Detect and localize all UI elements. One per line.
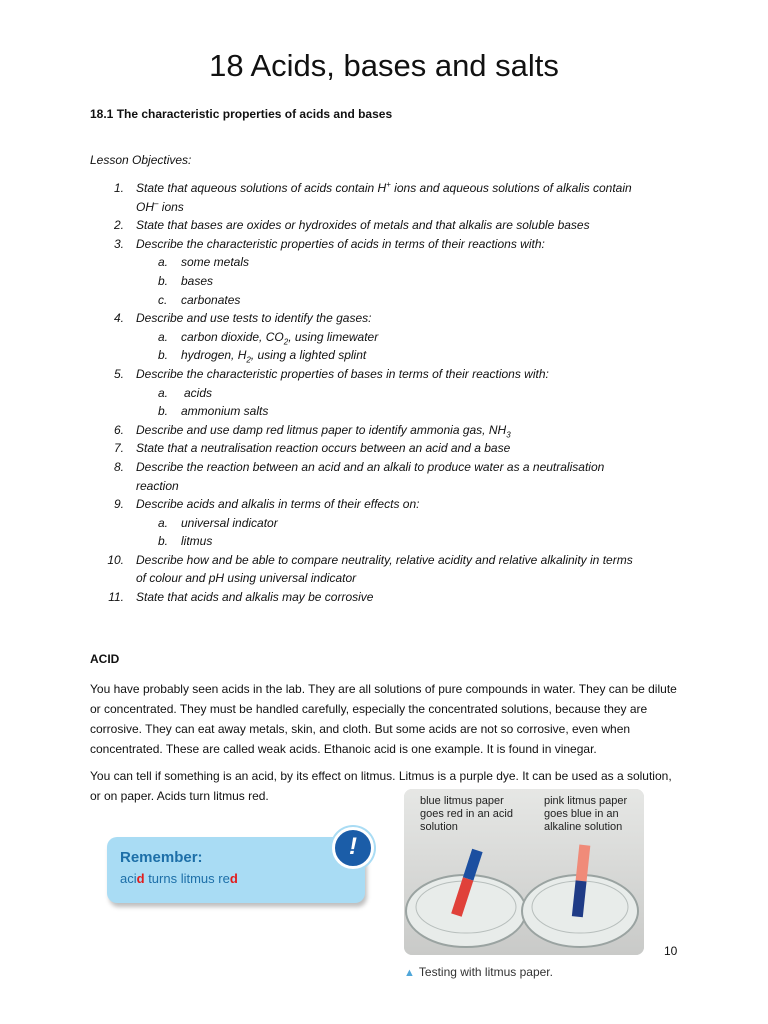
subitem-text: ammonium salts (181, 404, 269, 419)
exclamation-icon: ! (332, 827, 374, 869)
objective-item (0, 588, 768, 607)
objective-item (0, 235, 768, 254)
objective-subitem (0, 291, 768, 310)
subitem-letter: c. (158, 292, 168, 307)
objective-number: 3. (113, 236, 124, 251)
objective-item (0, 495, 768, 514)
subitem-text: some metals (181, 255, 250, 270)
acid-heading: ACID (90, 652, 120, 666)
page-number: 10 (664, 944, 678, 958)
remember-box (107, 837, 365, 903)
objectives-list (0, 179, 768, 607)
objective-number: 10. (107, 552, 124, 567)
objective-item (0, 309, 768, 328)
objective-item (0, 551, 768, 570)
subitem-letter: a. (158, 515, 169, 530)
objective-subitem (0, 272, 768, 291)
remember-text: acid turns litmus red (120, 871, 238, 886)
objective-text: of colour and pH using universal indicator (136, 571, 357, 586)
objective-subitem (0, 328, 768, 347)
section-subtitle: 18.1 The characteristic properties of acids and bases (90, 107, 393, 121)
objective-subitem (0, 514, 768, 533)
photo-caption-left: blue litmus paper goes red in an acid solution (420, 795, 513, 833)
subitem-letter: a. (158, 255, 169, 270)
objective-text: Describe and use tests to identify the gases: (136, 311, 372, 326)
objective-item (0, 458, 768, 477)
objective-item (0, 477, 768, 496)
subitem-letter: a. (158, 385, 169, 400)
objective-number: 4. (113, 311, 124, 326)
objective-number: 9. (113, 497, 124, 512)
objective-number: 6. (113, 422, 124, 437)
subitem-letter: a. (158, 329, 169, 344)
acid-paragraph-1: You have probably seen acids in the lab. They are all solutions of pure compounds in water. They can be dilute or concentrated. They must be handled carefully, especially the concentrated solutions, because they are corrosive. They can eat away metals, skin, and cloth. But some acids are not so corrosive, even when concentrated. These are called weak acids. Ethanoic acid is one example. It is found in vinegar. (90, 682, 677, 756)
subitem-letter: b. (158, 348, 169, 363)
objective-item (0, 569, 768, 588)
remember-title: Remember: (120, 849, 203, 866)
objective-number: 7. (113, 441, 124, 456)
objective-text: Describe the characteristic properties of acids in terms of their reactions with: (136, 236, 545, 251)
objective-text: Describe the reaction between an acid and an alkali to produce water as a neutralisation (136, 459, 605, 474)
objective-item (0, 421, 768, 440)
objective-text: Describe the characteristic properties of bases in terms of their reactions with: (136, 366, 549, 381)
objective-text: State that a neutralisation reaction occurs between an acid and a base (136, 441, 511, 456)
objective-text: State that acids and alkalis may be corrosive (136, 590, 374, 605)
subitem-text: bases (181, 273, 214, 288)
subitem-text: universal indicator (181, 515, 278, 530)
objective-subitem (0, 532, 768, 551)
objectives-heading: Lesson Objectives: (90, 153, 192, 167)
objective-subitem (0, 384, 768, 403)
subitem-text: litmus (181, 534, 213, 549)
objective-item (0, 179, 768, 198)
objective-text: Describe and use damp red litmus paper to identify ammonia gas, $NH_3$ (136, 422, 511, 440)
objective-text: reaction (136, 478, 179, 493)
objective-number: 1. (113, 181, 124, 195)
objective-text: Describe acids and alkalis in terms of their effects on: (136, 497, 420, 512)
objective-number: 2. (113, 218, 124, 233)
photo-caption-right: pink litmus paper goes blue in an alkaline solution (544, 795, 628, 833)
litmus-photo (404, 789, 644, 955)
subitem-letter: b. (158, 273, 169, 288)
objective-number: 5. (113, 366, 124, 381)
objective-item (0, 439, 768, 458)
objective-text: State that bases are oxides or hydroxides of metals and that alkalis are soluble bases (136, 218, 590, 233)
acid-paragraph-2: You can tell if something is an acid, by its effect on litmus. Litmus is a purple dye. It can be used as a solution, or on paper. Acids turn litmus red. (90, 769, 672, 803)
objective-subitem (0, 253, 768, 272)
subitem-text: hydrogen, $H_2$, using a lighted splint (181, 348, 367, 365)
objective-item (0, 216, 768, 235)
objective-item (0, 365, 768, 384)
objective-text: Describe how and be able to compare neutrality, relative acidity and relative alkalinity in terms (136, 552, 633, 567)
page-title: 18 Acids, bases and salts (209, 48, 559, 83)
objective-subitem (0, 402, 768, 421)
subitem-letter: b. (158, 534, 169, 549)
subitem-text: acids (184, 385, 213, 400)
objective-number: 11. (108, 590, 124, 605)
objective-subitem (0, 346, 768, 365)
objective-item (0, 198, 768, 217)
subitem-letter: b. (158, 404, 169, 419)
figure-caption: ▲ Testing with litmus paper. (404, 965, 553, 979)
triangle-icon: ▲ (404, 967, 415, 979)
objective-number: 8. (113, 459, 124, 474)
subitem-text: carbonates (181, 292, 241, 307)
subitem-text: carbon dioxide, $CO_2$, using limewater (181, 329, 379, 347)
objective-text: OH– ions (136, 198, 184, 214)
objective-text: State that aqueous solutions of acids contain H+ ions and aqueous solutions of alkalis contain (136, 180, 632, 195)
